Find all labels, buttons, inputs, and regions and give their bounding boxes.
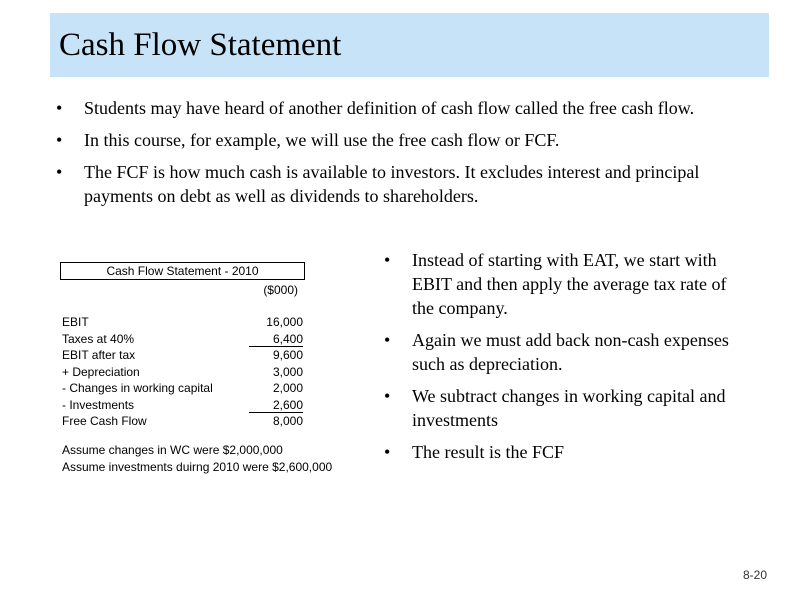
table-note: Assume changes in WC were $2,000,000 <box>62 442 283 457</box>
table-row <box>60 314 345 331</box>
table-row <box>60 331 345 348</box>
row-value: 2,000 <box>272 381 303 395</box>
row-label: Taxes at 40% <box>62 331 135 346</box>
table-row <box>60 380 345 397</box>
method-bullet-list <box>384 248 744 472</box>
bullet-item: • We subtract changes in working capital and investments <box>384 384 744 432</box>
row-value: 2,600 <box>249 397 303 414</box>
bullet-item: • The result is the FCF <box>384 440 744 464</box>
table-row <box>60 364 345 381</box>
table-row <box>60 397 345 414</box>
table-row <box>60 413 345 430</box>
table-unit: ($000) <box>263 283 298 297</box>
row-value: 3,000 <box>272 364 303 379</box>
bullet-item: • Students may have heard of another definition of cash flow called the free cash flow. <box>56 96 736 120</box>
row-value: 16,000 <box>266 315 303 329</box>
bullet-item: • Instead of starting with EAT, we start with EBIT and then apply the average tax rate of the company. <box>384 248 744 320</box>
table-title: Cash Flow Statement - 2010 <box>60 262 305 280</box>
title-bar <box>50 13 769 77</box>
table-notes <box>60 442 345 476</box>
bullet-item: • In this course, for example, we will use the free cash flow or FCF. <box>56 128 736 152</box>
page-number: 8-20 <box>743 568 768 582</box>
bullet-item: • Again we must add back non-cash expenses such as depreciation. <box>384 328 744 376</box>
row-label: + Depreciation <box>62 364 140 379</box>
row-label: EBIT <box>62 315 89 329</box>
row-value: 6,400 <box>249 331 303 348</box>
bullet-item: • The FCF is how much cash is available to investors. It excludes interest and principal payments on debt as well as dividends to shareholders. <box>56 160 736 208</box>
cash-flow-table <box>60 262 345 476</box>
row-label: - Changes in working capital <box>62 381 213 395</box>
intro-bullet-list <box>56 96 736 216</box>
table-note: Assume investments duirng 2010 were $2,600,000 <box>62 459 333 474</box>
row-value: 9,600 <box>272 348 303 362</box>
table-row <box>60 347 345 364</box>
row-label: Free Cash Flow <box>62 414 147 428</box>
table-rows <box>60 314 345 430</box>
slide-title: Cash Flow Statement <box>59 27 342 63</box>
row-value: 8,000 <box>272 414 303 428</box>
row-label: EBIT after tax <box>62 348 136 362</box>
row-label: - Investments <box>62 397 135 412</box>
